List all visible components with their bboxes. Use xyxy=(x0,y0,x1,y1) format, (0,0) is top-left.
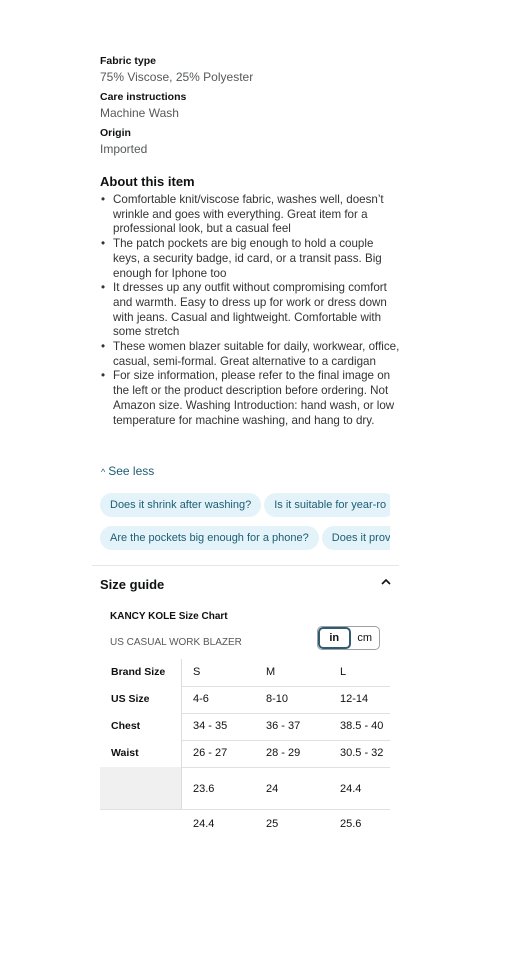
table-cell: 4-6 xyxy=(193,693,209,705)
row-header: Brand Size xyxy=(111,666,166,678)
question-chip[interactable]: Is it suitable for year-ro xyxy=(264,493,390,517)
about-bullet: • It dresses up any outfit without compromising comfort and warmth. Easy to dress up for work or dress down with jeans. Casual and lightweight. Comfortable with some stretch xyxy=(113,281,403,340)
attribute-fabric-value: 75% Viscose, 25% Polyester xyxy=(100,70,254,84)
table-cell: S xyxy=(193,666,201,678)
about-bullet: • The patch pockets are big enough to hold a couple keys, a security badge, id card, or a transit pass. Big enough for Iphone too xyxy=(113,237,403,281)
attribute-origin-label: Origin xyxy=(100,127,131,139)
unit-toggle xyxy=(317,626,380,650)
table-cell: 25 xyxy=(266,818,279,830)
chevron-up-icon: ^ xyxy=(101,467,106,477)
question-chip[interactable]: Does it prov xyxy=(322,526,390,550)
table-cell: 12-14 xyxy=(340,693,369,705)
unit-cm-button[interactable]: cm xyxy=(357,632,373,644)
question-chips-row-2 xyxy=(100,526,390,550)
question-chips-row-1 xyxy=(100,493,390,517)
table-empty-header xyxy=(100,767,181,809)
size-chart-table xyxy=(100,659,390,839)
table-divider xyxy=(181,659,182,809)
about-bullet: • Comfortable knit/viscose fabric, washes well, doesn’t wrinkle and goes with everything. Great item for a professional look, but a casual feel xyxy=(113,193,403,237)
row-header: Waist xyxy=(111,747,139,759)
table-cell: M xyxy=(266,666,276,678)
attribute-fabric-label: Fabric type xyxy=(100,55,157,67)
unit-in-button[interactable]: in xyxy=(318,627,351,649)
table-cell: 30.5 - 32 xyxy=(340,747,384,759)
question-chip[interactable]: Are the pockets big enough for a phone? xyxy=(100,526,319,550)
attribute-care-value: Machine Wash xyxy=(100,106,179,120)
chevron-up-icon[interactable] xyxy=(380,576,392,588)
table-cell: L xyxy=(340,666,347,678)
table-cell: 28 - 29 xyxy=(266,747,301,759)
table-cell: 23.6 xyxy=(193,783,215,795)
table-cell: 24.4 xyxy=(340,783,362,795)
row-header: Chest xyxy=(111,720,141,732)
table-cell: 25.6 xyxy=(340,818,362,830)
size-guide-title: Size guide xyxy=(100,577,165,592)
table-cell: 24 xyxy=(266,783,279,795)
table-cell: 8-10 xyxy=(266,693,289,705)
see-less-label: See less xyxy=(108,464,155,478)
attribute-origin-value: Imported xyxy=(100,142,148,156)
size-chart-title: KANCY KOLE Size Chart xyxy=(110,611,228,622)
about-bullet-list xyxy=(100,193,403,428)
row-divider xyxy=(100,809,390,810)
table-cell: 34 - 35 xyxy=(193,720,228,732)
about-bullet: • These women blazer suitable for daily, workwear, office, casual, semi-formal. Great alternative to a cardigan xyxy=(113,340,403,369)
section-divider xyxy=(92,565,399,566)
question-chip[interactable]: Does it shrink after washing? xyxy=(100,493,261,517)
table-cell: 36 - 37 xyxy=(266,720,301,732)
see-less-link[interactable] xyxy=(101,464,154,478)
row-divider xyxy=(182,740,390,741)
row-divider xyxy=(182,713,390,714)
attribute-care-label: Care instructions xyxy=(100,91,187,103)
about-bullet: • For size information, please refer to the final image on the left or the product description before ordering. Not Amazon size. Washing Introduction: hand wash, or low temperature for machine washing, and hang to dry. xyxy=(113,369,403,428)
row-divider xyxy=(182,767,390,768)
table-cell: 24.4 xyxy=(193,818,215,830)
table-cell: 38.5 - 40 xyxy=(340,720,384,732)
size-chart-subtitle: US CASUAL WORK BLAZER xyxy=(110,637,242,648)
row-header: US Size xyxy=(111,693,150,705)
table-cell: 26 - 27 xyxy=(193,747,228,759)
about-title: About this item xyxy=(100,174,195,189)
row-divider xyxy=(182,686,390,687)
